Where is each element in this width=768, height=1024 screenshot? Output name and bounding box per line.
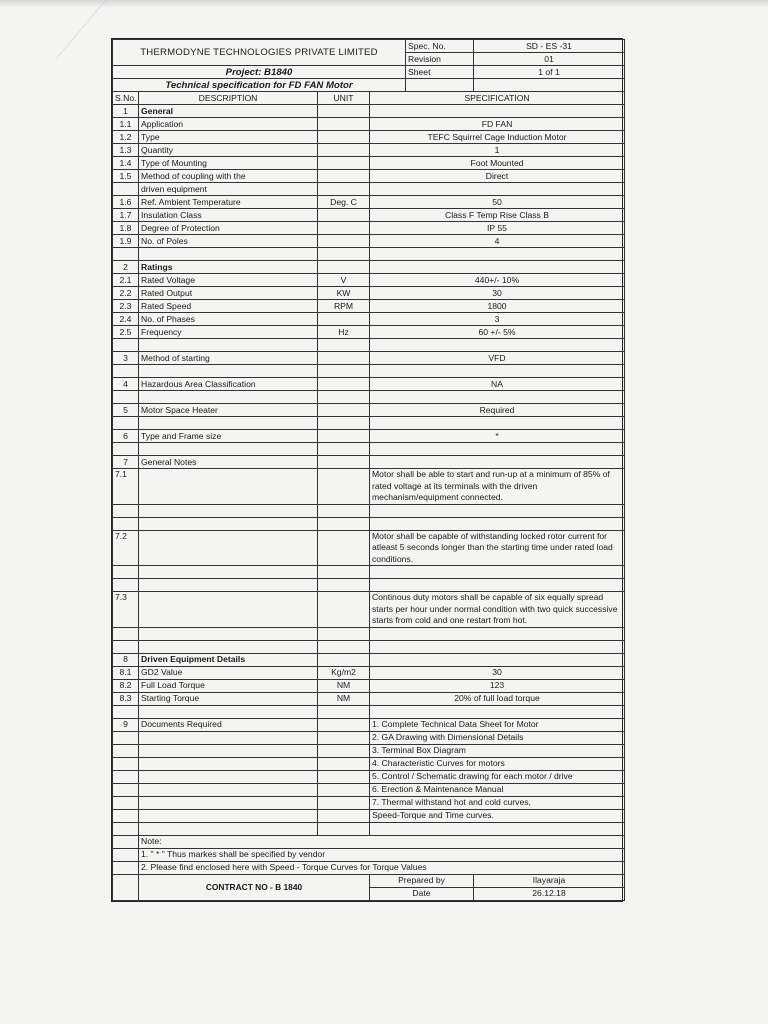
spec-row — [113, 666, 625, 679]
document-row — [113, 718, 625, 731]
blank-row — [113, 822, 625, 835]
row-specification: 30 — [370, 666, 625, 679]
cell — [318, 770, 370, 783]
cell — [318, 504, 370, 517]
cell — [318, 566, 370, 579]
document-row — [113, 744, 625, 757]
row-number: 7.2 — [113, 530, 139, 566]
spec-row — [113, 287, 625, 300]
spec-row — [113, 170, 625, 183]
row-unit — [318, 118, 370, 131]
blank-row — [113, 365, 625, 378]
row-description: Rated Speed — [139, 300, 318, 313]
row-description: Type of Mounting — [139, 157, 318, 170]
note-label: Note: — [139, 835, 625, 848]
row-specification: 60 +/- 5% — [370, 326, 625, 339]
row-number: 1.6 — [113, 196, 139, 209]
cell — [113, 809, 139, 822]
cell — [139, 744, 318, 757]
row-description: Ref. Ambient Temperature — [139, 196, 318, 209]
cell — [113, 365, 139, 378]
cell — [139, 417, 318, 430]
cell — [113, 770, 139, 783]
column-header-row — [113, 92, 625, 105]
document-row — [113, 809, 625, 822]
row-specification: 50 — [370, 196, 625, 209]
spec-row — [113, 209, 625, 222]
row-description: Method of starting — [139, 352, 318, 365]
general-note-rows — [113, 469, 625, 654]
cell — [113, 443, 139, 456]
row-specification: 4 — [370, 235, 625, 248]
cell — [139, 391, 318, 404]
row-number: 8.3 — [113, 692, 139, 705]
note-label-row — [113, 835, 625, 848]
row-number: 2.3 — [113, 300, 139, 313]
spec-no-label: Spec. No. — [406, 40, 474, 53]
general-rows — [113, 118, 625, 248]
blank-row — [113, 579, 625, 592]
row-number: 4 — [113, 378, 139, 391]
cell — [318, 783, 370, 796]
cell — [113, 566, 139, 579]
row-description: Motor Space Heater — [139, 404, 318, 417]
revision-value: 01 — [474, 53, 625, 66]
spec-row — [113, 326, 625, 339]
blank-row — [113, 391, 625, 404]
row-number: 3 — [113, 352, 139, 365]
note-line-2 — [113, 861, 625, 874]
document-item: Speed-Torque and Time curves. — [370, 809, 625, 822]
cell — [318, 640, 370, 653]
row-number: 7.1 — [113, 469, 139, 505]
cell — [139, 640, 318, 653]
cell — [318, 404, 370, 417]
cell — [370, 391, 625, 404]
row-description: Type — [139, 131, 318, 144]
row-number: 8.1 — [113, 666, 139, 679]
row-number: 1.2 — [113, 131, 139, 144]
col-unit: UNIT — [318, 92, 370, 105]
cell — [113, 796, 139, 809]
blank-row — [113, 339, 625, 352]
spec-sheet — [111, 38, 623, 902]
spec-no-value: SD - ES -31 — [474, 40, 625, 53]
cell — [370, 443, 625, 456]
cell — [139, 443, 318, 456]
row-specification: 1 — [370, 144, 625, 157]
note-text: 2. Please find enclosed here with Speed - Torque Curves for Torque Values — [139, 861, 625, 874]
row-number: 2.2 — [113, 287, 139, 300]
row-description: Insulation Class — [139, 209, 318, 222]
cell — [318, 469, 370, 505]
general-note-row — [113, 469, 625, 505]
cell — [318, 517, 370, 530]
cell — [318, 809, 370, 822]
row-unit — [318, 235, 370, 248]
cell — [370, 504, 625, 517]
row-description: No. of Phases — [139, 313, 318, 326]
row-specification: 3 — [370, 313, 625, 326]
row-description: Rated Output — [139, 287, 318, 300]
blank-row — [113, 640, 625, 653]
cell — [318, 391, 370, 404]
sheet-label: Sheet — [406, 66, 474, 79]
cell — [139, 365, 318, 378]
row-specification: 30 — [370, 287, 625, 300]
row-specification: FD FAN — [370, 118, 625, 131]
spec-row — [113, 183, 625, 196]
spec-row — [113, 235, 625, 248]
spec-row — [113, 679, 625, 692]
document-item: 5. Control / Schematic drawing for each motor / drive — [370, 770, 625, 783]
blank-row — [113, 566, 625, 579]
single-item-row — [113, 404, 625, 417]
blank-row — [113, 504, 625, 517]
contract-number: CONTRACT NO - B 1840 — [139, 874, 370, 900]
spec-row — [113, 222, 625, 235]
row-number: 6 — [113, 430, 139, 443]
single-item-row — [113, 352, 625, 365]
cell — [318, 796, 370, 809]
ratings-rows — [113, 274, 625, 339]
row-unit — [318, 222, 370, 235]
blank-row — [113, 517, 625, 530]
date-label: Date — [370, 887, 474, 900]
cell — [113, 783, 139, 796]
document-item: 1. Complete Technical Data Sheet for Motor — [370, 718, 625, 731]
section-title: General Notes — [139, 456, 318, 469]
row-description: Method of coupling with the — [139, 170, 318, 183]
section-ratings: 2 Ratings — [113, 261, 625, 274]
blank-row — [113, 705, 625, 718]
note-line-1 — [113, 848, 625, 861]
spec-row — [113, 196, 625, 209]
row-specification: VFD — [370, 352, 625, 365]
row-specification: Direct — [370, 170, 625, 183]
row-number: 1.9 — [113, 235, 139, 248]
header-row-3 — [113, 66, 625, 79]
cell — [113, 517, 139, 530]
single-item-rows — [113, 352, 625, 456]
row-specification: 440+/- 10% — [370, 274, 625, 287]
cell — [113, 627, 139, 640]
cell — [113, 731, 139, 744]
revision-label: Revision — [406, 53, 474, 66]
document-item: 3. Terminal Box Diagram — [370, 744, 625, 757]
blank-row — [113, 417, 625, 430]
cell — [139, 809, 318, 822]
spec-row — [113, 144, 625, 157]
row-number: 2.5 — [113, 326, 139, 339]
row-number: 5 — [113, 404, 139, 417]
cell — [318, 352, 370, 365]
row-specification: IP 55 — [370, 222, 625, 235]
cell — [318, 417, 370, 430]
prepared-by-value: Ilayaraja — [474, 874, 625, 887]
cell — [139, 757, 318, 770]
row-description: Frequency — [139, 326, 318, 339]
section-general: 1 General — [113, 105, 625, 118]
row-number: 1.8 — [113, 222, 139, 235]
cell — [318, 757, 370, 770]
cell — [318, 378, 370, 391]
row-unit — [318, 183, 370, 196]
row-number — [113, 183, 139, 196]
document-item: 6. Erection & Maintenance Manual — [370, 783, 625, 796]
cell — [139, 530, 318, 566]
row-number: 1.7 — [113, 209, 139, 222]
cell — [370, 640, 625, 653]
cell — [139, 579, 318, 592]
row-specification: Required — [370, 404, 625, 417]
document-row — [113, 770, 625, 783]
row-number: 9 — [113, 718, 139, 731]
cell — [139, 770, 318, 783]
note-text: Motor shall be capable of withstanding locked rotor current for atleast 5 seconds longer than the starting time under rated load conditions. — [370, 530, 625, 566]
row-unit — [318, 170, 370, 183]
project-name: Project: B1840 — [113, 66, 406, 79]
row-unit — [318, 157, 370, 170]
row-number: 1.5 — [113, 170, 139, 183]
row-unit — [318, 313, 370, 326]
row-unit: NM — [318, 692, 370, 705]
row-specification: 123 — [370, 679, 625, 692]
document-item: 2. GA Drawing with Dimensional Details — [370, 731, 625, 744]
footer-row-1 — [113, 874, 625, 887]
cell — [139, 627, 318, 640]
row-number: 2.1 — [113, 274, 139, 287]
row-description: Starting Torque — [139, 692, 318, 705]
cell — [139, 731, 318, 744]
spec-row — [113, 118, 625, 131]
row-unit: V — [318, 274, 370, 287]
cell — [318, 744, 370, 757]
blank-row — [113, 627, 625, 640]
cell — [318, 365, 370, 378]
cell — [113, 417, 139, 430]
single-item-row — [113, 430, 625, 443]
row-description: Degree of Protection — [139, 222, 318, 235]
cell — [139, 469, 318, 505]
cell — [139, 504, 318, 517]
row-specification — [370, 183, 625, 196]
section-title: Ratings — [139, 261, 318, 274]
general-note-row — [113, 530, 625, 566]
row-number: 8.2 — [113, 679, 139, 692]
row-unit — [318, 209, 370, 222]
note-text: Motor shall be able to start and run-up at a minimum of 85% of rated voltage at its terminals with the driven mechanism/equipment connected. — [370, 469, 625, 505]
note-text: 1. " * " Thus markes shall be specified by vendor — [139, 848, 625, 861]
document-row — [113, 757, 625, 770]
cell — [113, 391, 139, 404]
row-unit: Kg/m2 — [318, 666, 370, 679]
row-description: Full Load Torque — [139, 679, 318, 692]
row-number: 7.3 — [113, 592, 139, 628]
cell — [318, 718, 370, 731]
row-unit — [318, 144, 370, 157]
row-description: No. of Poles — [139, 235, 318, 248]
spec-row — [113, 300, 625, 313]
cell — [370, 517, 625, 530]
row-unit: NM — [318, 679, 370, 692]
cell — [318, 627, 370, 640]
row-description: Rated Voltage — [139, 274, 318, 287]
row-description: Hazardous Area Classification — [139, 378, 318, 391]
row-unit: Deg. C — [318, 196, 370, 209]
row-number: 1.1 — [113, 118, 139, 131]
row-number: 2.4 — [113, 313, 139, 326]
row-number: 1.4 — [113, 157, 139, 170]
cell — [318, 731, 370, 744]
document-row — [113, 796, 625, 809]
cell — [113, 579, 139, 592]
section-general-notes: 7 General Notes — [113, 456, 625, 469]
row-unit — [318, 131, 370, 144]
section-driven: 8 Driven Equipment Details — [113, 653, 625, 666]
date-value: 26.12.18 — [474, 887, 625, 900]
document-row — [113, 731, 625, 744]
row-unit: KW — [318, 287, 370, 300]
cell — [113, 640, 139, 653]
cell — [318, 530, 370, 566]
document-row — [113, 783, 625, 796]
note-text: Continous duty motors shall be capable of six equally spread starts per hour under normal condition with two quick successive starts from cold and one restart from hot. — [370, 592, 625, 628]
cell — [139, 796, 318, 809]
row-specification: Class F Temp Rise Class B — [370, 209, 625, 222]
cell — [139, 592, 318, 628]
document-title: Technical specification for FD FAN Motor — [113, 79, 406, 92]
spec-row — [113, 692, 625, 705]
cell — [318, 579, 370, 592]
cell — [113, 757, 139, 770]
document-rows — [113, 718, 625, 822]
driven-rows — [113, 666, 625, 705]
row-specification: 1800 — [370, 300, 625, 313]
row-description: Quantity — [139, 144, 318, 157]
section-title: General — [139, 105, 318, 118]
spec-row — [113, 313, 625, 326]
cell — [318, 592, 370, 628]
row-specification: TEFC Squirrel Cage Induction Motor — [370, 131, 625, 144]
blank-row — [113, 443, 625, 456]
cell — [370, 566, 625, 579]
cell — [370, 627, 625, 640]
cell — [318, 443, 370, 456]
cell — [113, 744, 139, 757]
document-item: 4. Characteristic Curves for motors — [370, 757, 625, 770]
row-unit: RPM — [318, 300, 370, 313]
single-item-row — [113, 378, 625, 391]
row-unit: Hz — [318, 326, 370, 339]
sheet-value: 1 of 1 — [474, 66, 625, 79]
cell — [318, 430, 370, 443]
col-description: DESCRIPTION — [139, 92, 318, 105]
row-description: GD2 Value — [139, 666, 318, 679]
col-specification: SPECIFICATION — [370, 92, 625, 105]
row-description: Documents Required — [139, 718, 318, 731]
company-name: THERMODYNE TECHNOLOGIES PRIVATE LIMITED — [113, 40, 406, 66]
row-number: 1.3 — [113, 144, 139, 157]
header-row-1 — [113, 40, 625, 53]
prepared-by-label: Prepared by — [370, 874, 474, 887]
general-note-row — [113, 592, 625, 628]
row-specification: 20% of full load torque — [370, 692, 625, 705]
row-specification: * — [370, 430, 625, 443]
row-description: driven equipment — [139, 183, 318, 196]
cell — [370, 417, 625, 430]
row-specification: NA — [370, 378, 625, 391]
spec-row — [113, 157, 625, 170]
document-item: 7. Thermal withstand hot and cold curves, — [370, 796, 625, 809]
header-row-4 — [113, 79, 625, 92]
row-specification: Foot Mounted — [370, 157, 625, 170]
cell — [370, 365, 625, 378]
row-description: Type and Frame size — [139, 430, 318, 443]
spec-row — [113, 274, 625, 287]
section-title: Driven Equipment Details — [139, 653, 318, 666]
col-sno: S.No. — [113, 92, 139, 105]
cell — [139, 517, 318, 530]
cell — [139, 566, 318, 579]
cell — [139, 783, 318, 796]
blank-row — [113, 248, 625, 261]
spec-row — [113, 131, 625, 144]
spec-table — [112, 39, 625, 901]
row-description: Application — [139, 118, 318, 131]
cell — [370, 579, 625, 592]
cell — [113, 504, 139, 517]
